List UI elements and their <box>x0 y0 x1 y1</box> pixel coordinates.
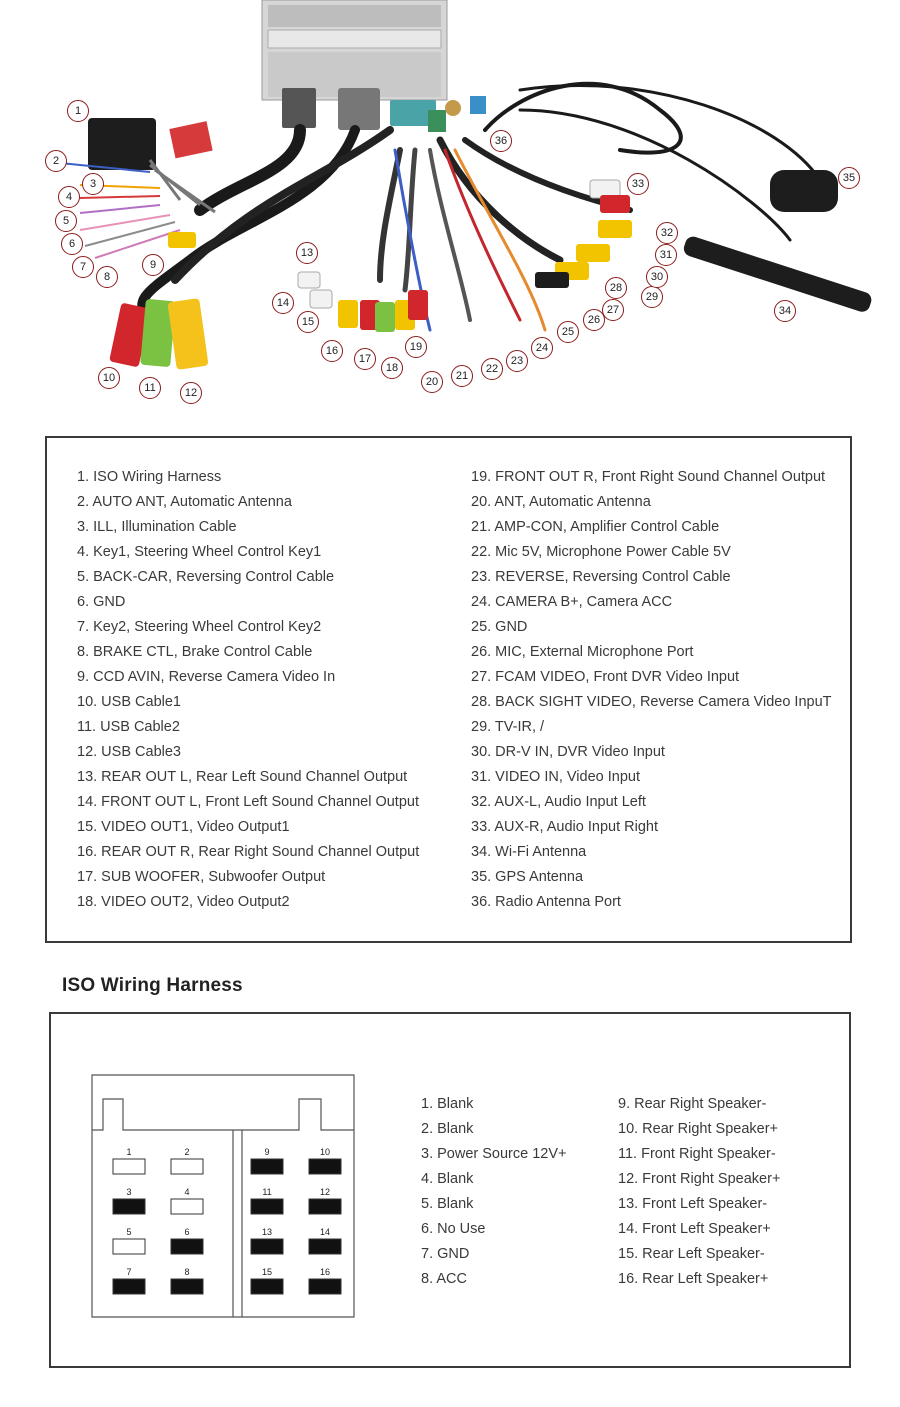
callout-1: 1 <box>67 100 89 122</box>
callout-36: 36 <box>490 130 512 152</box>
legend-item: 1. ISO Wiring Harness <box>77 469 222 485</box>
legend-item: 18. VIDEO OUT2, Video Output2 <box>77 894 290 910</box>
legend-item: 15. VIDEO OUT1, Video Output1 <box>77 819 290 835</box>
iso-pins-right <box>618 1092 780 1292</box>
legend-item: 26. MIC, External Microphone Port <box>471 644 694 660</box>
legend-item: 11. USB Cable2 <box>77 719 180 735</box>
legend-item: 31. VIDEO IN, Video Input <box>471 769 640 785</box>
harness-illustration <box>0 0 900 430</box>
pin-item: 3. Power Source 12V+ <box>421 1146 567 1162</box>
connector-pin <box>171 1239 203 1254</box>
legend-item: 36. Radio Antenna Port <box>471 894 621 910</box>
legend-item: 7. Key2, Steering Wheel Control Key2 <box>77 619 322 635</box>
callout-15: 15 <box>297 311 319 333</box>
connector-pin <box>309 1279 341 1294</box>
callout-31: 31 <box>655 244 677 266</box>
pin-item: 5. Blank <box>421 1196 474 1212</box>
legend-item: 16. REAR OUT R, Rear Right Sound Channel Output <box>77 844 420 860</box>
pin-item: 11. Front Right Speaker- <box>618 1146 776 1162</box>
pin-item: 12. Front Right Speaker+ <box>618 1171 781 1187</box>
usb-cables <box>109 298 208 370</box>
pin-item: 13. Front Left Speaker- <box>618 1196 768 1212</box>
pin-item: 9. Rear Right Speaker- <box>618 1096 767 1112</box>
legend-item: 12. USB Cable3 <box>77 744 181 760</box>
legend-item: 3. ILL, Illumination Cable <box>77 519 237 535</box>
callout-35: 35 <box>838 167 860 189</box>
connector-pin-label: 10 <box>319 1147 331 1157</box>
connector-pin <box>113 1199 145 1214</box>
connector-pin-label: 14 <box>319 1227 331 1237</box>
callout-27: 27 <box>602 299 624 321</box>
legend-item: 23. REVERSE, Reversing Control Cable <box>471 569 731 585</box>
legend-item: 2. AUTO ANT, Automatic Antenna <box>77 494 292 510</box>
callout-26: 26 <box>583 309 605 331</box>
harness-photo <box>0 0 900 430</box>
legend-item: 28. BACK SIGHT VIDEO, Reverse Camera Video InpuT <box>471 694 832 710</box>
iso-connector-diagram <box>91 1074 356 1319</box>
legend-item: 8. BRAKE CTL, Brake Control Cable <box>77 644 313 660</box>
callout-28: 28 <box>605 277 627 299</box>
callout-2: 2 <box>45 150 67 172</box>
callout-13: 13 <box>296 242 318 264</box>
legend-item: 21. AMP-CON, Amplifier Control Cable <box>471 519 720 535</box>
pin-item: 14. Front Left Speaker+ <box>618 1221 771 1237</box>
callout-30: 30 <box>646 266 668 288</box>
connector-pin-label: 11 <box>262 1187 272 1197</box>
connector-pin <box>113 1159 145 1174</box>
callout-29: 29 <box>641 286 663 308</box>
callout-16: 16 <box>321 340 343 362</box>
pin-item: 6. No Use <box>421 1221 486 1237</box>
connector-pin <box>113 1279 145 1294</box>
connector-pin <box>309 1199 341 1214</box>
connector-pin <box>171 1279 203 1294</box>
pin-item: 2. Blank <box>421 1121 474 1137</box>
callout-21: 21 <box>451 365 473 387</box>
iso-section-title: ISO Wiring Harness <box>62 975 243 996</box>
callout-33: 33 <box>627 173 649 195</box>
callout-24: 24 <box>531 337 553 359</box>
antennas <box>682 170 874 314</box>
legend-item: 35. GPS Antenna <box>471 869 584 885</box>
legend-item: 17. SUB WOOFER, Subwoofer Output <box>77 869 326 885</box>
legend-left-column <box>77 465 419 915</box>
legend-right-column <box>471 465 832 915</box>
cable-bundle <box>142 84 820 330</box>
callout-6: 6 <box>61 233 83 255</box>
legend-item: 33. AUX-R, Audio Input Right <box>471 819 658 835</box>
legend-item: 9. CCD AVIN, Reverse Camera Video In <box>77 669 336 685</box>
callout-8: 8 <box>96 266 118 288</box>
callout-22: 22 <box>481 358 503 380</box>
legend-item: 13. REAR OUT L, Rear Left Sound Channel Output <box>77 769 408 785</box>
connector-pin-label: 15 <box>261 1267 273 1277</box>
connector-pin <box>309 1239 341 1254</box>
connector-pin-label: 6 <box>184 1227 190 1237</box>
connector-pin <box>171 1199 203 1214</box>
connector-pin <box>251 1239 283 1254</box>
pin-item: 15. Rear Left Speaker- <box>618 1246 765 1262</box>
iso-pins-left <box>421 1092 567 1292</box>
callout-19: 19 <box>405 336 427 358</box>
callout-25: 25 <box>557 321 579 343</box>
callout-18: 18 <box>381 357 403 379</box>
connector-pin <box>113 1239 145 1254</box>
pin-item: 8. ACC <box>421 1271 467 1287</box>
connector-pin <box>251 1279 283 1294</box>
callout-14: 14 <box>272 292 294 314</box>
legend-item: 29. TV-IR, / <box>471 719 545 735</box>
connector-pin-label: 13 <box>261 1227 273 1237</box>
connector-pin <box>251 1199 283 1214</box>
connector-pin-label: 12 <box>319 1187 331 1197</box>
pin-item: 1. Blank <box>421 1096 474 1112</box>
callout-34: 34 <box>774 300 796 322</box>
head-unit <box>262 0 486 132</box>
legend-item: 24. CAMERA B+, Camera ACC <box>471 594 673 610</box>
connector-pin-label: 7 <box>126 1267 132 1277</box>
legend-item: 4. Key1, Steering Wheel Control Key1 <box>77 544 322 560</box>
legend-item: 10. USB Cable1 <box>77 694 181 710</box>
legend-item: 22. Mic 5V, Microphone Power Cable 5V <box>471 544 731 560</box>
callout-20: 20 <box>421 371 443 393</box>
legend-item: 6. GND <box>77 594 126 610</box>
callout-9: 9 <box>142 254 164 276</box>
connector-pin-label: 1 <box>126 1147 132 1157</box>
legend-item: 5. BACK-CAR, Reversing Control Cable <box>77 569 335 585</box>
callout-5: 5 <box>55 210 77 232</box>
legend-item: 20. ANT, Automatic Antenna <box>471 494 651 510</box>
callout-4: 4 <box>58 186 80 208</box>
connector-pin-label: 3 <box>126 1187 132 1197</box>
connector-pin-label: 16 <box>319 1267 331 1277</box>
connector-pin-label: 5 <box>126 1227 132 1237</box>
callout-23: 23 <box>506 350 528 372</box>
legend-item: 27. FCAM VIDEO, Front DVR Video Input <box>471 669 740 685</box>
callout-10: 10 <box>98 367 120 389</box>
legend-item: 25. GND <box>471 619 528 635</box>
connector-pin-label: 4 <box>184 1187 190 1197</box>
connector-pin <box>171 1159 203 1174</box>
connector-pin-label: 8 <box>184 1267 190 1277</box>
legend-item: 14. FRONT OUT L, Front Left Sound Channel Output <box>77 794 419 810</box>
pin-item: 10. Rear Right Speaker+ <box>618 1121 778 1137</box>
callout-12: 12 <box>180 382 202 404</box>
pin-item: 16. Rear Left Speaker+ <box>618 1271 769 1287</box>
legend-box <box>45 436 852 943</box>
callout-7: 7 <box>72 256 94 278</box>
callout-17: 17 <box>354 348 376 370</box>
legend-item: 32. AUX-L, Audio Input Left <box>471 794 646 810</box>
iso-box <box>49 1012 851 1368</box>
connector-pin-label: 9 <box>264 1147 270 1157</box>
connector-pin <box>309 1159 341 1174</box>
connector-pin-label: 2 <box>184 1147 190 1157</box>
connector-pin <box>251 1159 283 1174</box>
callout-32: 32 <box>656 222 678 244</box>
pin-item: 4. Blank <box>421 1171 474 1187</box>
callout-11: 11 <box>139 377 161 399</box>
legend-item: 30. DR-V IN, DVR Video Input <box>471 744 665 760</box>
legend-item: 19. FRONT OUT R, Front Right Sound Channel Output <box>471 469 826 485</box>
callout-3: 3 <box>82 173 104 195</box>
pin-item: 7. GND <box>421 1246 470 1262</box>
legend-item: 34. Wi-Fi Antenna <box>471 844 587 860</box>
